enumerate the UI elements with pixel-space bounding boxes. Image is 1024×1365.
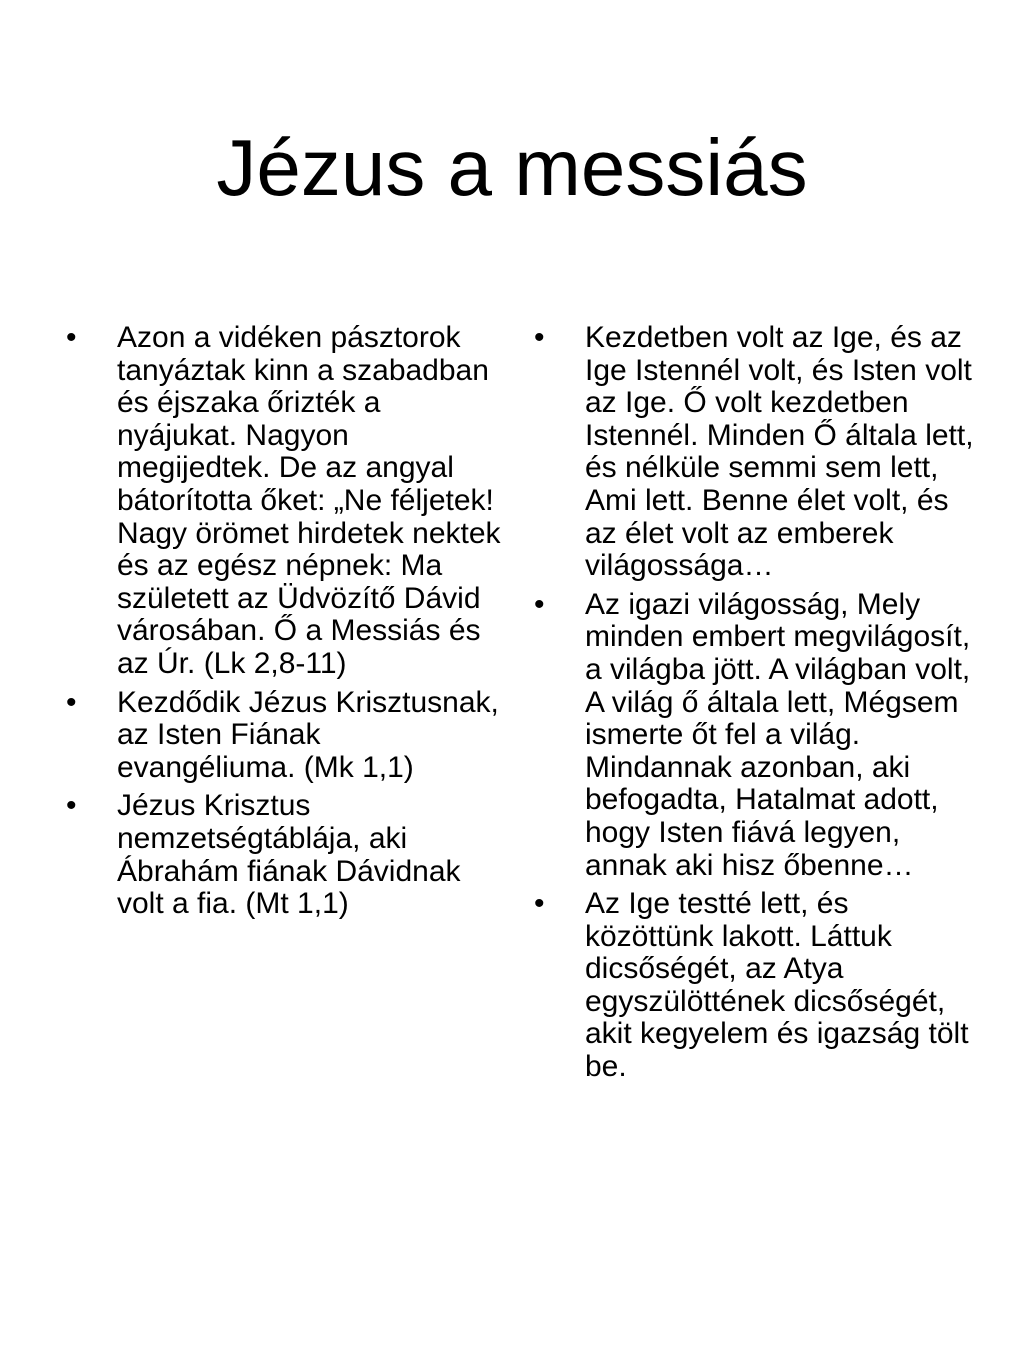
list-item <box>534 888 974 1084</box>
left-column-list <box>66 322 506 927</box>
bullet-icon: • <box>534 887 545 921</box>
slide-title: Jézus a messiás <box>216 123 808 212</box>
bullet-icon: • <box>66 321 77 354</box>
bullet-text: Az Ige testté lett, és közöttünk lakott. Láttuk dicsőségét, az Atya egyszülöttének dicsőségét, akit kegyelem és igazság tölt be. <box>585 887 969 1084</box>
bullet-icon: • <box>534 321 545 354</box>
list-item <box>534 322 974 583</box>
list-item <box>66 322 506 681</box>
right-column-list <box>534 322 974 1090</box>
bullet-text: Kezdődik Jézus Krisztusnak, az Isten Fiának evangéliuma. (Mk 1,1) <box>117 685 499 784</box>
bullet-text: Az igazi világosság, Mely minden embert megvilágosít, a világba jött. A világban volt, A világ ő általa lett, Mégsem ismerte őt fel a világ. Mindannak azonban, aki befogadta, Hatalmat adott, hogy Isten fiává legyen, annak aki hisz őbenne… <box>585 587 971 882</box>
bullet-text: Jézus Krisztus nemzetségtáblája, aki Ábrahám fiának Dávidnak volt a fia. (Mt 1,1) <box>117 789 461 921</box>
bullet-text: Azon a vidéken pásztorok tanyáztak kinn a szabadban és éjszaka őrizték a nyájukat. Nagyon megijedtek. De az angyal bátorította őket: „Ne féljetek! Nagy örömet hirdetek nektek és az egész népnek: Ma született az Üdvözítő Dávid városában. Ő a Messiás és az Úr. (Lk 2,8-11) <box>117 321 501 680</box>
list-item <box>66 687 506 785</box>
bullet-text: Kezdetben volt az Ige, és az Ige Istennél volt, és Isten volt az Ige. Ő volt kezdetben Istennél. Minden Ő általa lett, és nélküle semmi sem lett, Ami lett. Benne élet volt, és az élet volt az emberek világossága… <box>585 321 974 583</box>
list-item <box>66 790 506 920</box>
bullet-icon: • <box>534 587 545 621</box>
bullet-icon: • <box>66 789 77 823</box>
bullet-icon: • <box>66 685 77 719</box>
list-item <box>534 589 974 882</box>
